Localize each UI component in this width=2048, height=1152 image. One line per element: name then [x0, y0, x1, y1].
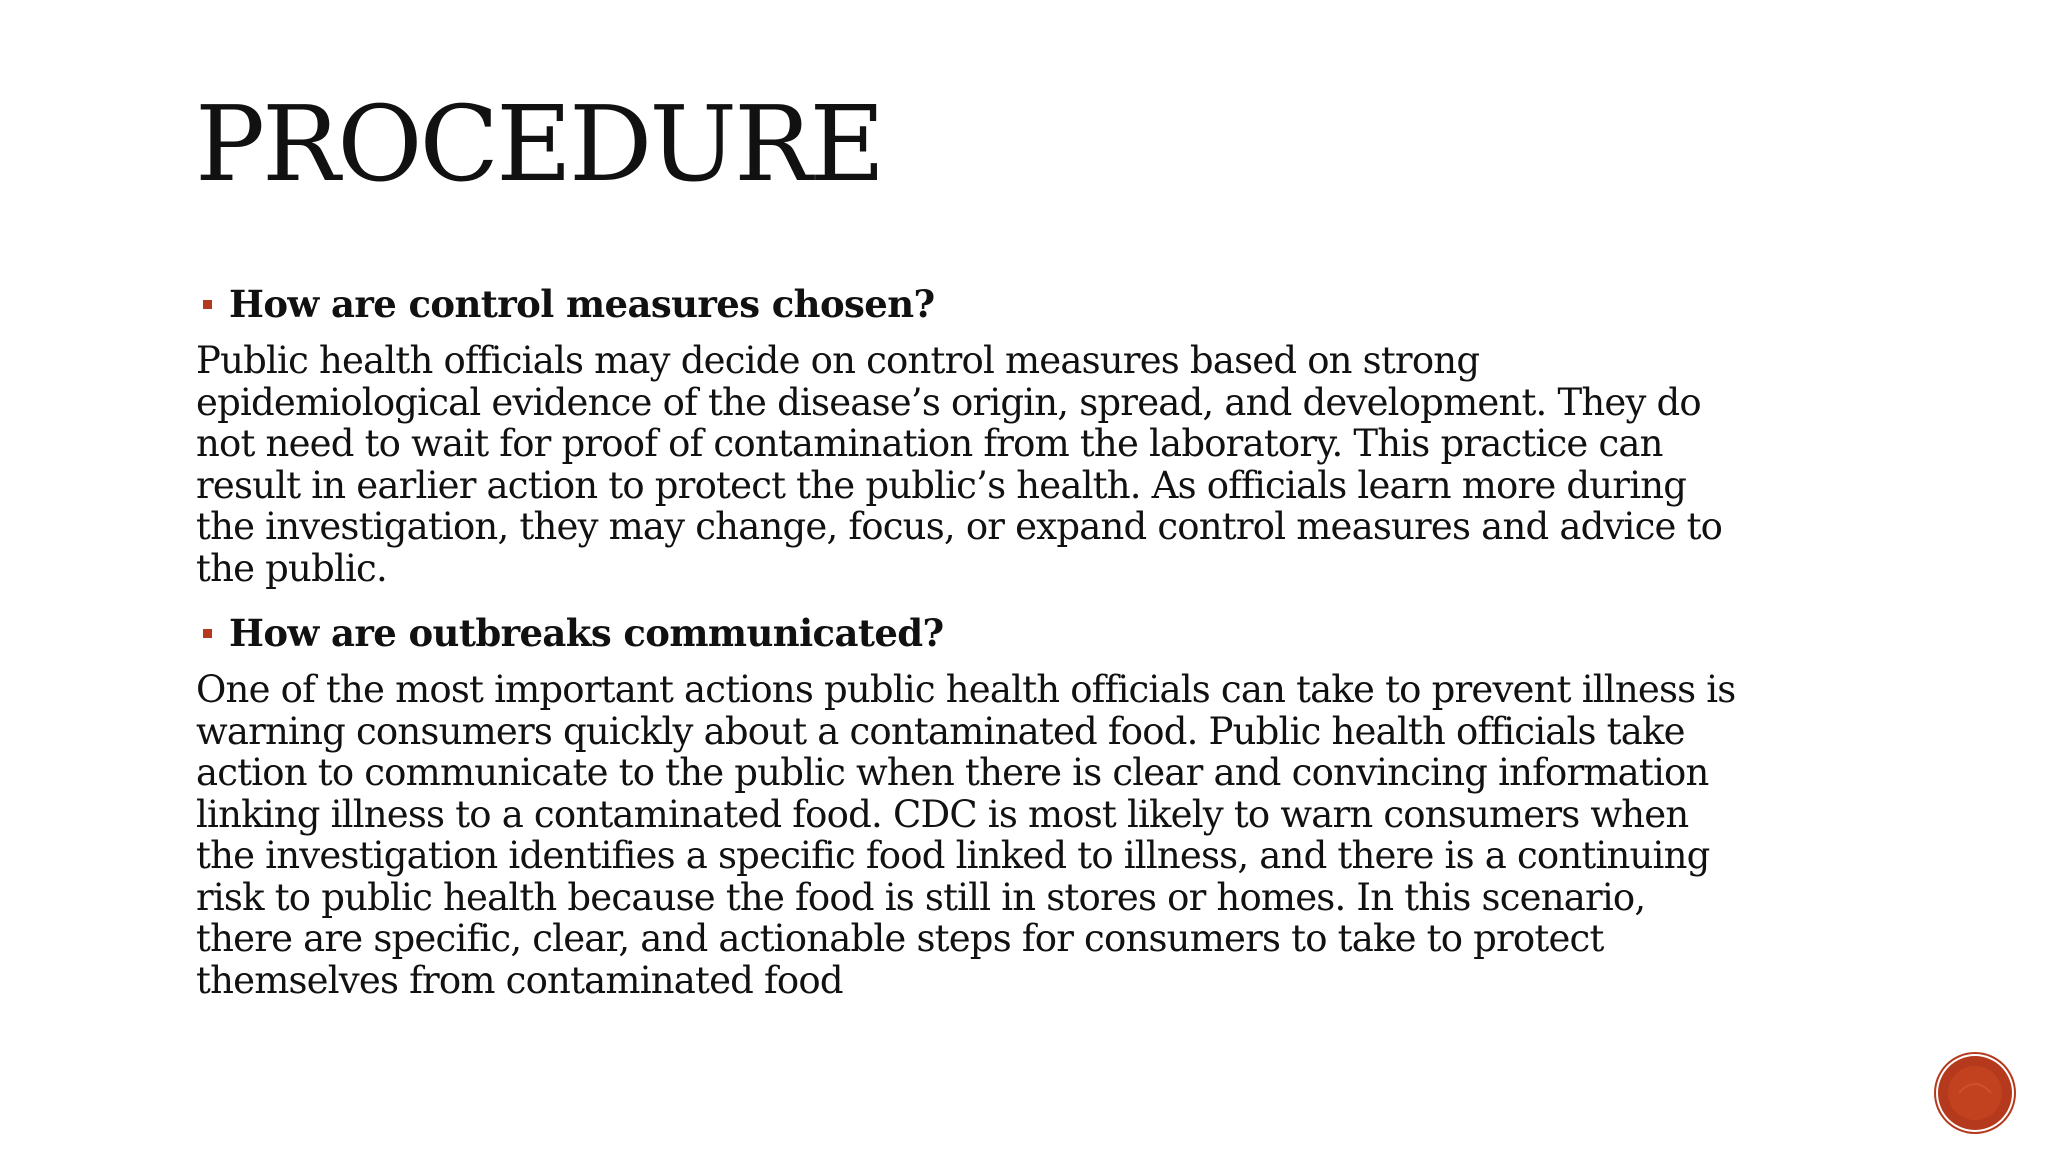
slide-content	[196, 278, 1896, 1019]
body-paragraph-outbreak-communication: One of the most important actions public health officials can take to prevent illness is warning consumers quickly about a contaminated food. Public health officials take action to communicate to the public when there is clear and convincing information linking illness to a contaminated food. CDC is most likely to warn consumers when the investigation identifies a specific food linked to illness, and there is a continuing risk to public health because the food is still in stores or homes. In this scenario, there are specific, clear, and actionable steps for consumers to take to protect themselves from contaminated food	[196, 668, 1736, 1002]
square-bullet-icon	[203, 629, 212, 638]
bullet-heading: How are outbreaks communicated?	[229, 610, 944, 655]
bullet-heading: How are control measures chosen?	[229, 281, 935, 326]
bullet-item-outbreak-communication	[196, 607, 1896, 659]
bullet-item-control-measures	[196, 278, 1896, 330]
slide-nav-button[interactable]	[1938, 1056, 2012, 1130]
square-bullet-icon	[203, 300, 212, 309]
slide-nav-circle-icon	[1945, 1063, 2005, 1123]
body-paragraph-control-measures: Public health officials may decide on control measures based on strong epidemiological evidence of the disease’s origin, spread, and development. They do not need to wait for proof of contamination from the laboratory. This practice can result in earlier action to protect the public’s health. As officials learn more during the investigation, they may change, focus, or expand control measures and advice to the public.	[196, 339, 1723, 590]
slide-title: PROCEDURE	[195, 83, 883, 205]
